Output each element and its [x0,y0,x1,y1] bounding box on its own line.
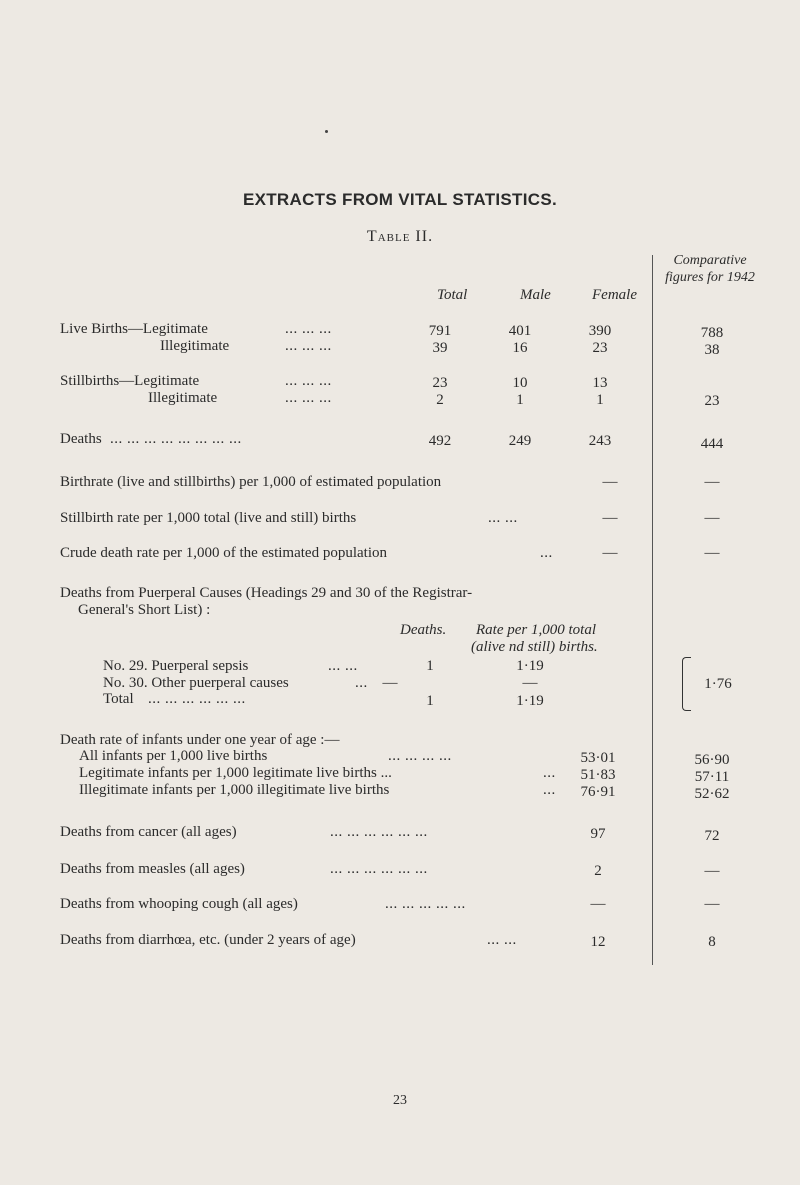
leader-dots: ... ... ... [285,390,332,406]
leader-dots: ... ... [487,932,517,948]
infant-row-label: All infants per 1,000 live births [79,748,268,764]
cell-female: 13 [592,375,608,391]
col-male-header: Male [520,287,551,303]
leader-dots: ... ... ... [285,321,332,337]
cell-rate: — [522,675,538,691]
leader-dots: ... ... [488,510,518,526]
leader-dots: ... ... ... ... ... ... [330,861,428,877]
cell-comparative: 8 [708,934,716,950]
cell-deaths: 1 [426,658,434,674]
leader-dots: ... [355,675,368,691]
infant-heading: Death rate of infants under one year of age :— [60,732,340,748]
col-total-header: Total [437,287,468,303]
puerperal-rate-header: Rate per 1,000 total [476,622,596,638]
leader-dots: ... ... ... [285,338,332,354]
row-still-legitimate-label: Stillbirths—Legitimate [60,373,200,389]
cell-value: 2 [594,863,602,879]
page-title: EXTRACTS FROM VITAL STATISTICS. [242,190,558,209]
cell-comparative: 57·11 [694,769,730,785]
leader-dots: ... ... ... ... [388,748,452,764]
cell-comparative: — [704,545,720,561]
col-female-header: Female [592,287,637,303]
cell-comparative: 52·62 [694,786,730,802]
infant-row-label: Legitimate infants per 1,000 legitimate live births ... [79,765,392,781]
cell-value: — [602,474,618,490]
cell-male: 401 [508,323,532,339]
leader-dots: ... ... ... ... ... ... [148,691,246,707]
cell-total: 2 [436,392,444,408]
cell-male: 16 [512,340,528,356]
cell-value: 97 [590,826,606,842]
cell-comparative: 72 [704,828,720,844]
leader-dots: ... [543,782,556,798]
col-comparative-header: Comparative figures for 1942 [665,253,755,285]
cell-female: 390 [588,323,612,339]
cell-female: 1 [596,392,604,408]
cell-comparative: 23 [704,393,720,409]
row-crude-death-label: Crude death rate per 1,000 of the estimated population [60,545,387,561]
puerperal-heading: Deaths from Puerperal Causes (Headings 29 and 30 of the Registrar- [60,585,473,601]
infant-row-label: Illegitimate infants per 1,000 illegitimate live births [79,782,390,798]
row-still-illegitimate-label: Illegitimate [148,390,218,406]
puerperal-rate-header-cont: (alive nd still) births. [471,639,598,655]
disease-row-label: Deaths from diarrhœa, etc. (under 2 years of age) [60,932,356,948]
cell-comparative: 1·76 [704,676,732,692]
leader-dots: ... ... ... ... ... ... ... ... [110,431,242,447]
puerperal-total-label: Total [103,691,134,707]
cell-value: — [590,896,606,912]
leader-dots: ... ... ... ... ... [385,896,466,912]
cell-total: 791 [428,323,452,339]
cell-total: 23 [432,375,448,391]
cell-comparative: — [704,896,720,912]
puerperal-row-label: No. 30. Other puerperal causes [103,675,289,691]
leader-dots: ... ... [328,658,358,674]
cell-value: 51·83 [580,767,616,783]
leader-dots: ... [540,545,553,561]
cell-comparative: 444 [700,436,724,452]
cell-female: 243 [588,433,612,449]
cell-comparative: 56·90 [694,752,730,768]
puerperal-deaths-header: Deaths. [400,622,447,638]
row-stillbirth-rate-label: Stillbirth rate per 1,000 total (live and still) births [60,510,357,526]
leader-dots: ... ... ... [285,373,332,389]
cell-rate: 1·19 [516,658,544,674]
column-divider [652,255,653,965]
cell-comparative: 788 [700,325,724,341]
cell-deaths: — [382,675,398,691]
leader-dots: ... [543,765,556,781]
disease-row-label: Deaths from cancer (all ages) [60,824,237,840]
cell-value: 76·91 [580,784,616,800]
cell-rate: 1·19 [516,693,544,709]
puerperal-heading-cont: General's Short List) : [78,602,211,618]
disease-row-label: Deaths from whooping cough (all ages) [60,896,298,912]
leader-dots: ... ... ... ... ... ... [330,824,428,840]
row-live-legitimate-label: Live Births—Legitimate [60,321,208,337]
cell-comparative: 38 [704,342,720,358]
row-live-illegitimate-label: Illegitimate [160,338,230,354]
table-caption: Table II. [366,228,434,245]
cell-total: 492 [428,433,452,449]
cell-value: — [602,510,618,526]
page-number: 23 [393,1093,407,1108]
speck [325,130,328,133]
cell-total: 39 [432,340,448,356]
cell-male: 249 [508,433,532,449]
cell-comparative: — [704,510,720,526]
cell-male: 10 [512,375,528,391]
cell-comparative: — [704,474,720,490]
row-deaths-label: Deaths [60,431,102,447]
cell-value: 12 [590,934,606,950]
cell-male: 1 [516,392,524,408]
row-birthrate-label: Birthrate (live and stillbirths) per 1,000 of estimated population [60,474,442,490]
cell-deaths: 1 [426,693,434,709]
cell-value: 53·01 [580,750,616,766]
disease-row-label: Deaths from measles (all ages) [60,861,245,877]
cell-female: 23 [592,340,608,356]
cell-comparative: — [704,863,720,879]
cell-value: — [602,545,618,561]
puerperal-row-label: No. 29. Puerperal sepsis [103,658,249,674]
